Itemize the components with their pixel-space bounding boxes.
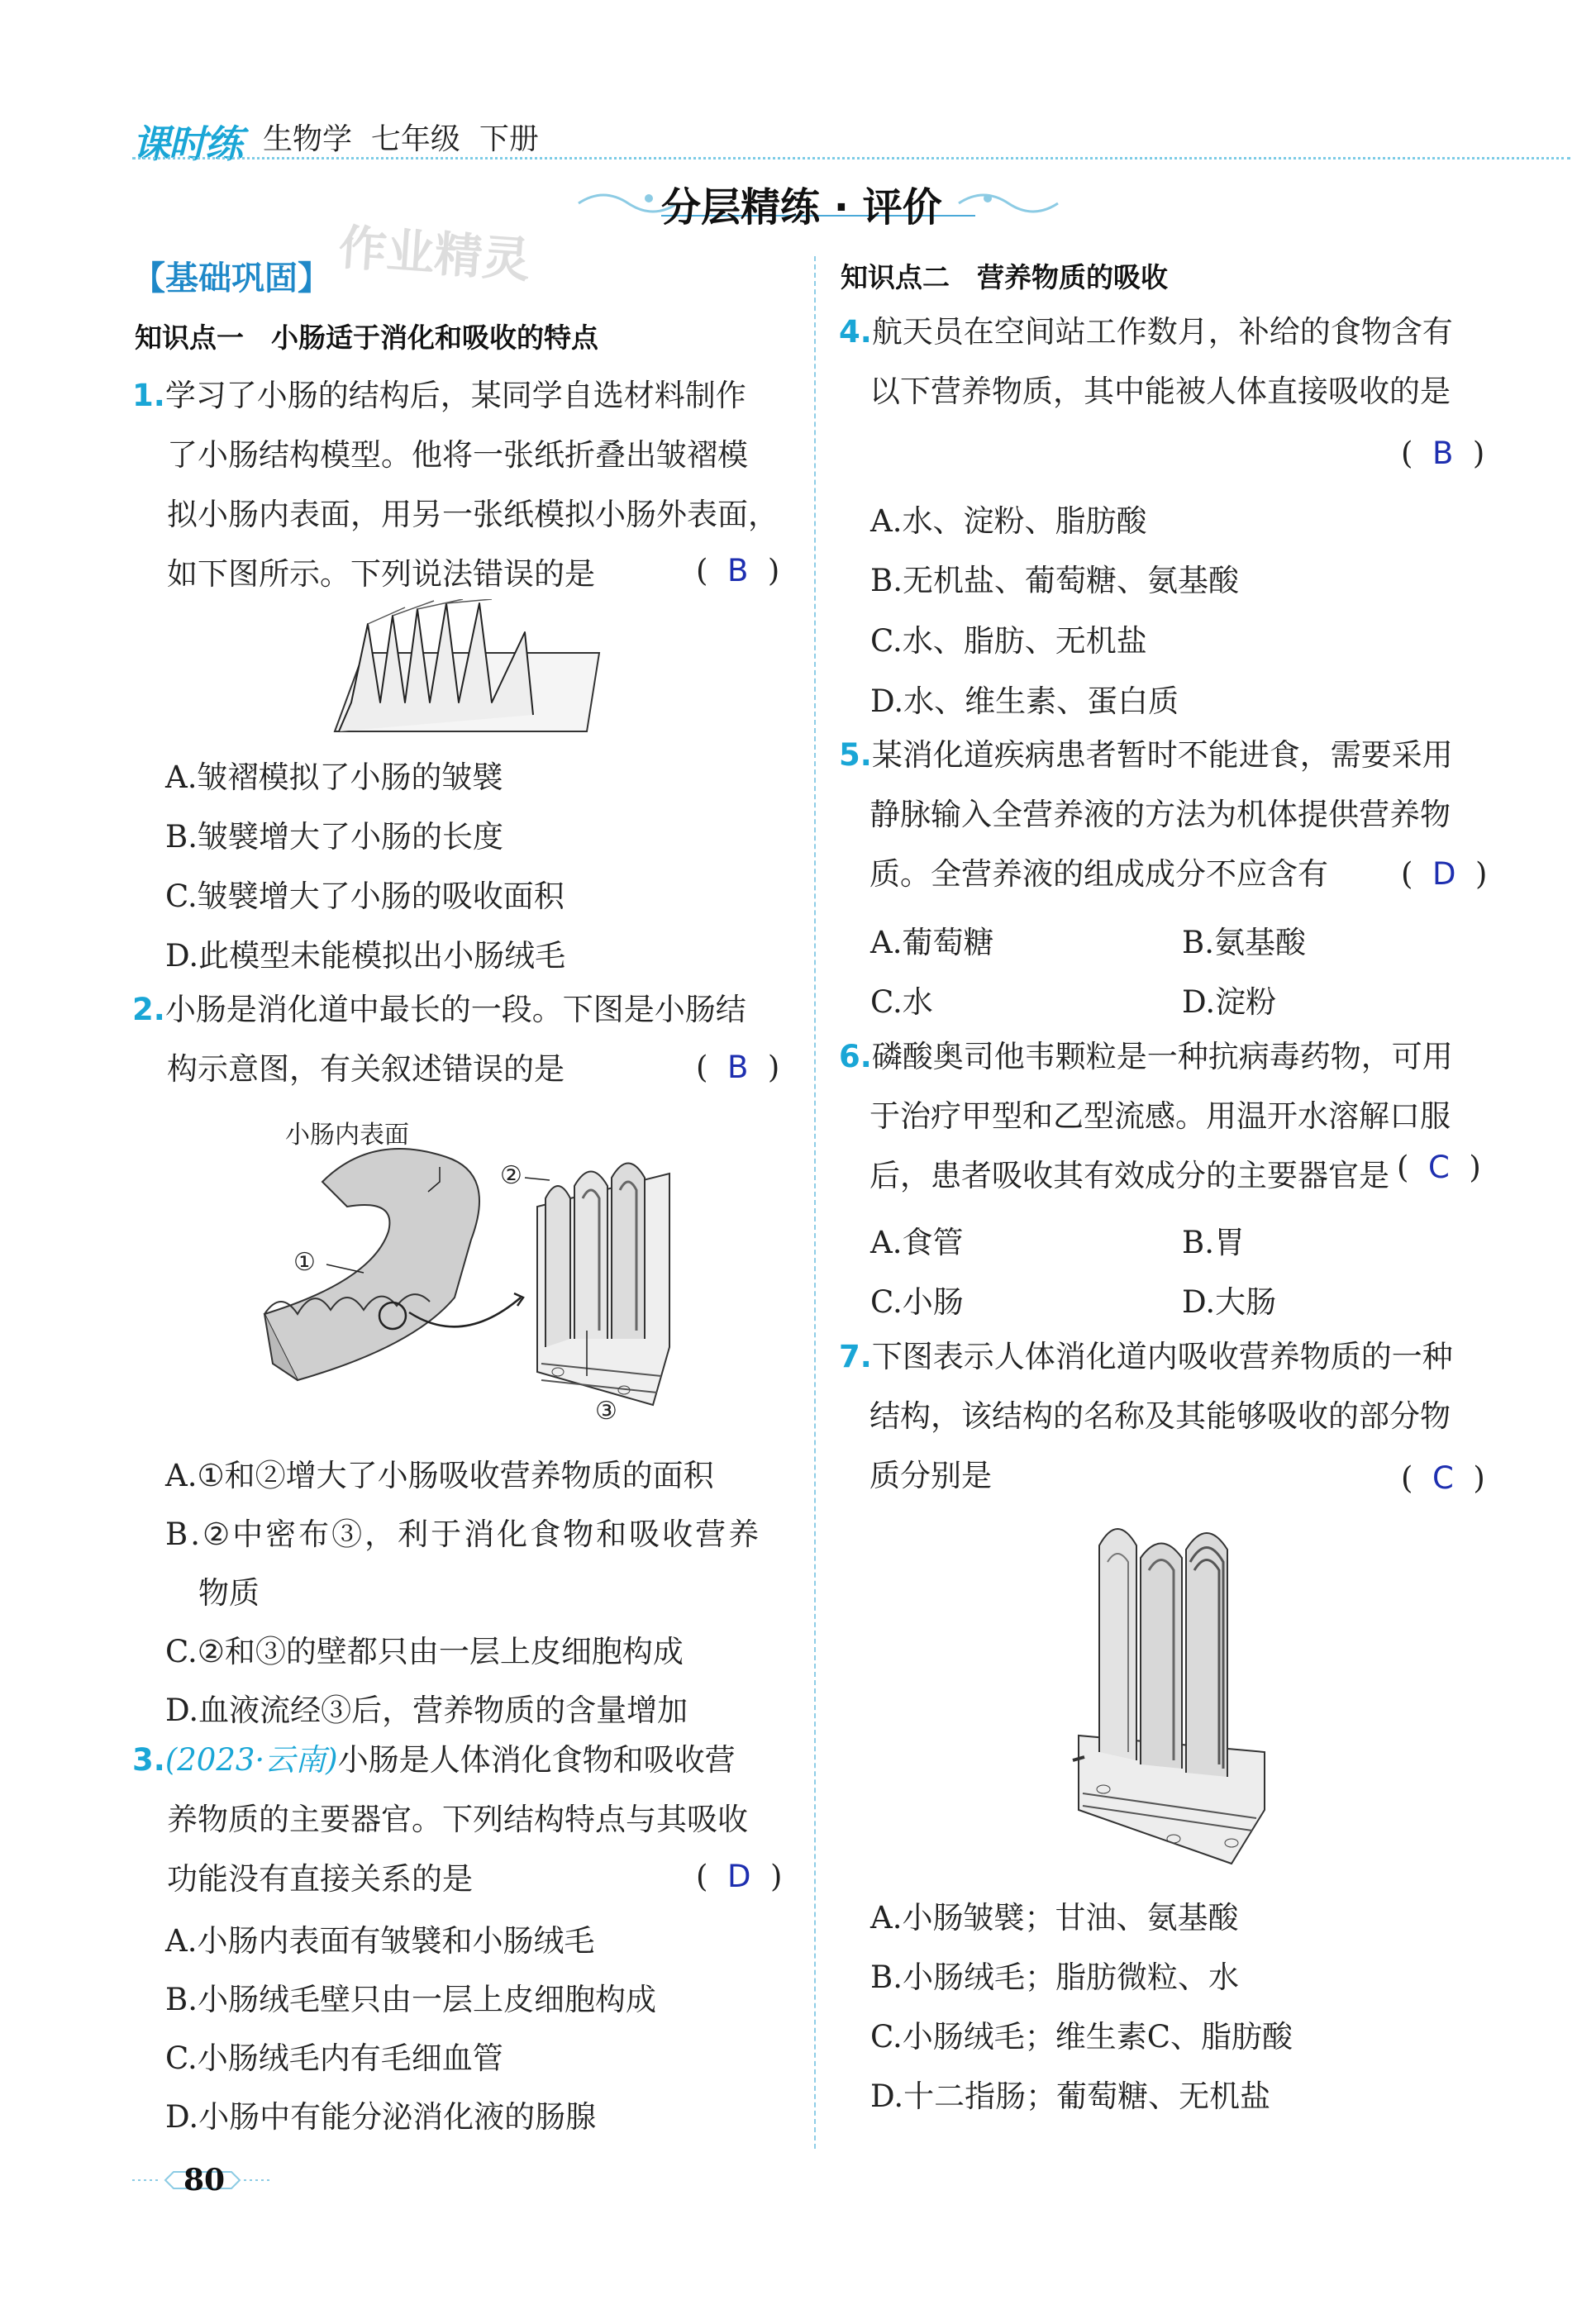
question-number: 7. [839,1339,872,1374]
answer-q4: ( B ) [1401,436,1485,471]
label-1: ① [293,1248,316,1277]
option-d: D.淀粉 [1182,984,1277,1020]
option-a: A.小肠内表面有皱襞和小肠绒毛 [165,1923,595,1959]
page-number: 80 [183,2163,226,2198]
question-1: 1.学习了小肠的结构后，某同学自选材料制作 了小肠结构模型。他将一张纸折叠出皱褶模 拟小肠内表面，用另一张纸模拟小肠外表面， 如下图所示。下列说法错误的是 [132,378,779,592]
question-2: 2.小肠是消化道中最长的一段。下图是小肠结 构示意图，有关叙述错误的是 [132,992,746,1087]
option-b: B.无机盐、葡萄糖、氨基酸 [870,563,1239,598]
question-6: 6.磷酸奥司他韦颗粒是一种抗病毒药物，可用 于治疗甲型和乙型流感。用温开水溶解口服 后，患者吸收其有效成分的主要器官是 [839,1039,1453,1193]
option-a: A.皱褶模拟了小肠的皱襞 [165,760,503,795]
question-4: 4.航天员在空间站工作数月，补给的食物含有 以下营养物质，其中能被人体直接吸收的是 [839,314,1453,409]
option-c: C.②和③的壁都只由一层上皮细胞构成 [165,1634,684,1669]
option-c: C.皱襞增大了小肠的吸收面积 [165,879,565,914]
label-inner-surface: 小肠内表面 [285,1121,409,1150]
option-b: B.胃 [1182,1225,1245,1260]
question-source: (2023·云南) [164,1742,338,1778]
subject: 生物学 [263,122,353,156]
option-c: C.小肠绒毛内有毛细血管 [165,2040,503,2076]
option-b-cont: 物质 [198,1575,260,1611]
grade: 七年级 [370,122,460,156]
option-c: C.水、脂肪、无机盐 [870,623,1147,659]
volume: 下册 [479,122,539,156]
question-5: 5.某消化道疾病患者暂时不能进食，需要采用 静脉输入全营养液的方法为机体提供营养物 质。全营养液的组成成分不应含有 [839,737,1453,892]
answer-q1: ( B ) [696,553,780,588]
answer-q3: ( D ) [696,1859,783,1894]
option-b: B.小肠绒毛；脂肪微粒、水 [870,1959,1239,1995]
column-divider [814,256,816,2149]
section-title: 【基础巩固】 [132,260,331,298]
option-c: C.小肠绒毛；维生素C、脂肪酸 [870,2019,1293,2055]
option-b: B.②中密布③，利于消化食物和吸收营养 [165,1517,762,1552]
option-a: A.小肠皱襞；甘油、氨基酸 [870,1900,1239,1936]
question-number: 5. [839,737,872,773]
label-3: ③ [595,1397,617,1426]
option-d: D.小肠中有能分泌消化液的肠腺 [165,2099,597,2135]
option-a: A.葡萄糖 [870,925,994,960]
label-2: ② [500,1161,522,1190]
header-rule [132,157,1570,160]
header-meta [263,116,539,158]
watermark: 作业精灵 [336,218,532,288]
question-number: 1. [132,378,165,413]
option-c: C.小肠 [870,1284,964,1320]
knowledge-point-1: 知识点一 小肠适于消化和吸收的特点 [135,321,598,354]
question-3: 3.(2023·云南)小肠是人体消化食物和吸收营 养物质的主要器官。下列结构特点与其吸收 功能没有直接关系的是 [132,1742,748,1897]
section-banner: 分层精练 · 评价 [661,184,942,231]
question-number: 6. [839,1039,872,1074]
answer-q5: ( D ) [1401,856,1488,892]
question-number: 3. [132,1742,165,1778]
option-b: B.皱襞增大了小肠的长度 [165,819,503,855]
option-a: A.水、淀粉、脂肪酸 [870,503,1147,539]
question-7: 7.下图表示人体消化道内吸收营养物质的一种 结构，该结构的名称及其能够吸收的部分物 质分别是 [839,1339,1453,1493]
option-d: D.血液流经③后，营养物质的含量增加 [165,1693,688,1728]
option-d: D.水、维生素、蛋白质 [870,683,1179,719]
knowledge-point-2: 知识点二 营养物质的吸收 [841,261,1168,293]
option-b: B.小肠绒毛壁只由一层上皮细胞构成 [165,1982,656,2017]
option-d: D.大肠 [1182,1284,1277,1320]
paper-fold-figure [331,599,603,744]
option-a: A.①和②增大了小肠吸收营养物质的面积 [165,1458,714,1493]
option-c: C.水 [870,984,933,1020]
answer-q2: ( B ) [696,1050,780,1085]
option-d: D.十二指肠；葡萄糖、无机盐 [870,2079,1271,2114]
brand-logo: 课时练 [132,121,241,166]
answer-q7: ( C ) [1401,1460,1485,1496]
answer-q6: ( C ) [1397,1150,1481,1185]
option-b: B.氨基酸 [1182,925,1306,960]
question-number: 4. [839,314,872,350]
option-a: A.食管 [870,1225,964,1260]
question-number: 2. [132,992,165,1027]
option-d: D.此模型未能模拟出小肠绒毛 [165,938,566,974]
villus-figure [1066,1512,1273,1868]
